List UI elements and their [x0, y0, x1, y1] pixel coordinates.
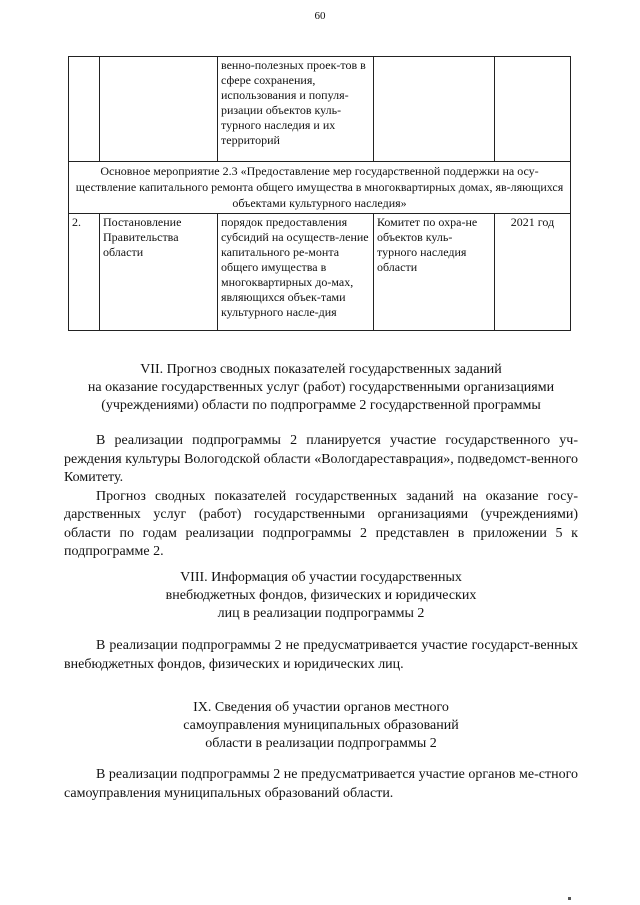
section-heading-line: лиц в реализации подпрограммы 2 [217, 606, 425, 621]
section-7-body [64, 432, 578, 562]
cell-number: 2. [69, 214, 100, 331]
cell-doc-type [100, 57, 218, 162]
section-heading-line: VIII. Информация об участии государственных [180, 570, 462, 585]
table-row [69, 214, 571, 331]
cell-term [495, 57, 571, 162]
cell-executor [374, 57, 495, 162]
paragraph: Прогноз сводных показателей государственных заданий на оказание госу-дарственных услуг (работ) государственными организациями (учреждениями) области по годам реализации подпрограммы 2 представлен в приложении 5 к подпрограмме 2. [64, 488, 578, 559]
measures-table [68, 56, 571, 331]
cell-executor: Комитет по охра-не объектов куль-турного наследия области [374, 214, 495, 331]
table-row [69, 57, 571, 162]
section-9-heading [64, 699, 578, 753]
paragraph: В реализации подпрограммы 2 не предусматривается участие органов ме-стного самоуправления муниципальных образований области. [64, 767, 578, 801]
main-event-cell: Основное мероприятие 2.3 «Предоставление мер государственной поддержки на осу-ществление капитального ремонта общего имущества в многоквартирных домах, яв-ляющихся объектами культурного наследия» [69, 162, 571, 214]
scan-speck [568, 897, 571, 900]
section-heading-line: (учреждениями) области по подпрограмме 2 государственной программы [101, 398, 541, 413]
section-heading-line: на оказание государственных услуг (работ) государственными организациями [87, 380, 555, 395]
section-7-heading [64, 361, 578, 415]
cell-content: венно-полезных проек-тов в сфере сохранения, использования и популя-ризации объектов куль-турного наследия и их территорий [218, 57, 374, 162]
cell-term: 2021 год [495, 214, 571, 331]
cell-number [69, 57, 100, 162]
section-heading-line: VII. Прогноз сводных показателей государственных заданий [140, 362, 502, 377]
paragraph: В реализации подпрограммы 2 не предусматривается участие государст-венных внебюджетных фондов, физических и юридических лиц. [64, 638, 578, 672]
page-number: 60 [314, 10, 326, 22]
cell-doc-type: Постановление Правительства области [100, 214, 218, 331]
section-heading-line: внебюджетных фондов, физических и юридических [165, 588, 477, 603]
paragraph: В реализации подпрограммы 2 планируется участие государственного уч-реждения культуры Вологодской области «Вологдареставрация», подведомст-венного Комитету. [64, 433, 578, 485]
section-heading-line: самоуправления муниципальных образований [183, 718, 459, 733]
section-8-heading [64, 569, 578, 623]
measures-table-container [68, 56, 570, 331]
section-8-body [64, 637, 578, 674]
section-heading-line: IX. Сведения об участии органов местного [193, 700, 449, 715]
section-heading-line: области в реализации подпрограммы 2 [205, 736, 437, 751]
table-row-main-event [69, 162, 571, 214]
cell-content: порядок предоставления субсидий на осуществ-ление капитального ре-монта общего имущества в многоквартирных до-мах, являющихся объек-тами культурного насле-дия [218, 214, 374, 331]
section-9-body [64, 766, 578, 803]
